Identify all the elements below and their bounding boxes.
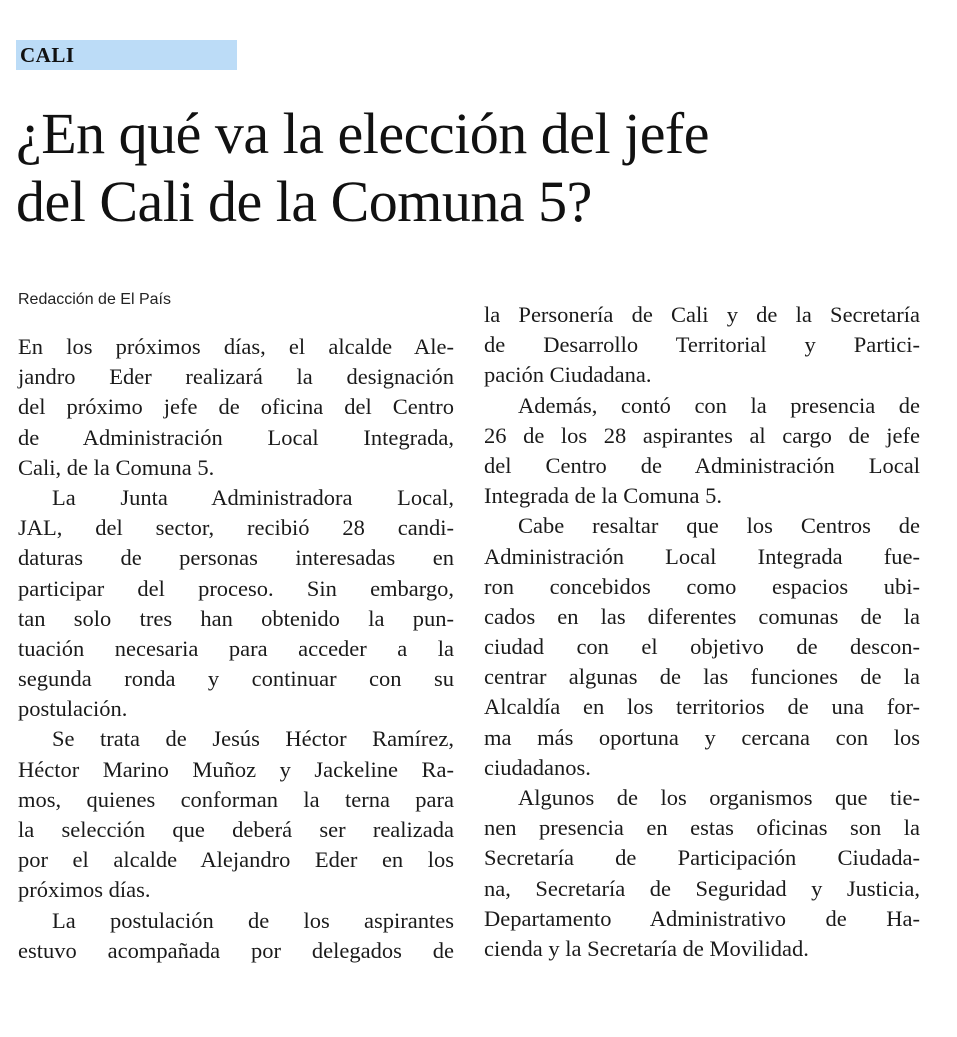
paragraph	[484, 391, 920, 512]
text-line: de Desarrollo Territorial y Partici-	[484, 332, 920, 358]
text-line: tan solo tres han obtenido la pun-	[18, 605, 454, 631]
text-line: tuación necesaria para acceder a la	[18, 635, 454, 661]
article-column-left	[18, 332, 454, 966]
text-line: La postulación de los aspirantes	[52, 907, 454, 933]
article-column-right	[484, 300, 920, 964]
text-line: la selección que deberá ser realizada	[18, 817, 454, 842]
text-line: centrar algunas de las funciones de la	[484, 664, 920, 690]
text-line: Departamento Administrativo de Ha-	[484, 905, 920, 931]
text-line: estuvo acompañada por delegados de	[18, 937, 454, 963]
byline: Redacción de El País	[18, 291, 171, 308]
text-line: postulación.	[18, 696, 128, 722]
text-line: ciudad con el objetivo de descon-	[484, 634, 920, 660]
paragraph	[18, 724, 454, 905]
text-line: daturas de personas interesadas en	[18, 545, 454, 571]
text-line: cados en las diferentes comunas de la	[484, 603, 920, 629]
text-line: nen presencia en estas oficinas son la	[484, 815, 920, 841]
text-line: del Centro de Administración Local	[484, 452, 920, 478]
paragraph	[484, 300, 920, 391]
text-line: jandro Eder realizará la designación	[18, 364, 454, 390]
headline-line: del Cali de la Comuna 5?	[16, 169, 592, 234]
text-line: 26 de los 28 aspirantes al cargo de jefe	[484, 422, 920, 448]
text-line: Se trata de Jesús Héctor Ramírez,	[52, 726, 454, 752]
text-line: Alcaldía en los territorios de una for-	[484, 694, 920, 720]
text-line: segunda ronda y continuar con su	[18, 666, 454, 692]
text-line: ma más oportuna y cercana con los	[484, 724, 920, 750]
text-line: Secretaría de Participación Ciudada-	[484, 845, 920, 871]
text-line: cienda y la Secretaría de Movilidad.	[484, 935, 809, 961]
paragraph	[18, 483, 454, 725]
paragraph	[484, 511, 920, 783]
headline-line: ¿En qué va la elección del jefe	[16, 101, 709, 166]
text-line: de Administración Local Integrada,	[18, 424, 454, 450]
text-line: Cali, de la Comuna 5.	[18, 454, 215, 480]
headline	[16, 100, 936, 236]
text-line: ron concebidos como espacios ubi-	[484, 573, 920, 599]
text-line: ciudadanos.	[484, 754, 591, 780]
text-line: Cabe resaltar que los Centros de	[518, 513, 920, 539]
text-line: del próximo jefe de oficina del Centro	[18, 394, 454, 420]
text-line: la Personería de Cali y de la Secretaría	[484, 302, 920, 327]
text-line: mos, quienes conforman la terna para	[18, 786, 454, 812]
text-line: En los próximos días, el alcalde Ale-	[18, 334, 454, 359]
text-line: Además, contó con la presencia de	[518, 392, 920, 418]
text-line: Algunos de los organismos que tie-	[518, 785, 920, 810]
paragraph	[18, 332, 454, 483]
text-line: Administración Local Integrada fue-	[484, 543, 920, 569]
text-line: por el alcalde Alejandro Eder en los	[18, 847, 454, 873]
paragraph	[18, 906, 454, 966]
text-line: Héctor Marino Muñoz y Jackeline Ra-	[18, 756, 454, 782]
text-line: JAL, del sector, recibió 28 candi-	[18, 515, 454, 541]
text-line: La Junta Administradora Local,	[52, 484, 454, 510]
text-line: próximos días.	[18, 877, 151, 903]
section-tag: CALI	[16, 40, 237, 70]
text-line: na, Secretaría de Seguridad y Justicia,	[484, 875, 920, 901]
text-line: Integrada de la Comuna 5.	[484, 483, 723, 509]
text-line: pación Ciudadana.	[484, 362, 652, 388]
paragraph	[484, 783, 920, 964]
text-line: participar del proceso. Sin embargo,	[18, 575, 454, 601]
